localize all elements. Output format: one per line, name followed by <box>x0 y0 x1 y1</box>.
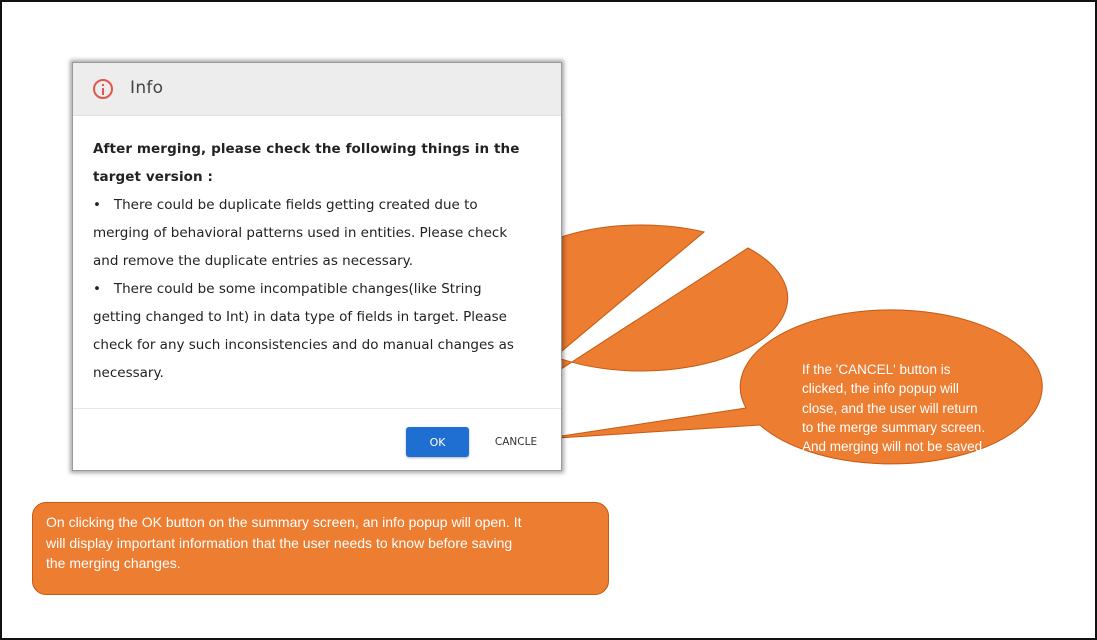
body-line: merging of behavioral patterns used in entities. Please check <box>93 225 508 241</box>
cancel-button[interactable]: CANCLE <box>485 427 547 457</box>
callout-line: If the 'CANCEL' button is <box>802 362 951 377</box>
summary-note-box <box>32 502 609 595</box>
bullet-line <box>93 191 545 219</box>
dialog-heading-line: target version : <box>93 169 214 185</box>
note-line: the merging changes. <box>46 555 181 571</box>
dialog-title: Info <box>130 78 164 98</box>
body-line: and remove the duplicate entries as necessary. <box>93 253 413 269</box>
callout-line: close, and the user will return <box>802 400 978 416</box>
ok-callout-text <box>722 123 895 200</box>
cancel-callout-text <box>802 360 985 456</box>
callout-line: clicked, the info popup will <box>802 381 959 397</box>
bullet-text: There could be duplicate fields getting created due to <box>113 197 478 213</box>
callout-line: And merging will not be saved <box>802 439 983 455</box>
note-line: On clicking the OK button on the summary screen, an info popup will open. It <box>46 514 522 530</box>
ok-button[interactable]: OK <box>406 427 469 457</box>
note-line: will display important information that the user needs to know before saving <box>46 534 513 551</box>
body-line: necessary. <box>93 365 164 381</box>
callout-line: On clicking the OK button on <box>722 125 894 140</box>
callout-line: the info popup, the user is <box>722 144 878 160</box>
callout-line: navigated to the logs screen. <box>722 163 895 179</box>
callout-line: to the merge summary screen. <box>802 419 986 435</box>
bullet-marker: • <box>93 197 101 213</box>
dialog-body <box>93 135 545 387</box>
dialog-header <box>73 63 561 116</box>
info-circle-icon <box>93 79 113 99</box>
body-line: check for any such inconsistencies and do manual changes as <box>93 337 514 353</box>
bullet-marker: • <box>93 281 101 297</box>
dialog-heading-line: After merging, please check the following things in the <box>93 141 520 157</box>
dialog-footer <box>73 408 561 471</box>
body-line: getting changed to Int) in data type of fields in target. Please <box>93 309 507 325</box>
info-dialog <box>72 62 562 471</box>
bullet-line <box>93 275 545 303</box>
bullet-text: There could be some incompatible changes(like String <box>113 281 482 297</box>
callout-line: Final merging will be seen <box>722 182 879 198</box>
summary-note-text <box>46 512 591 574</box>
